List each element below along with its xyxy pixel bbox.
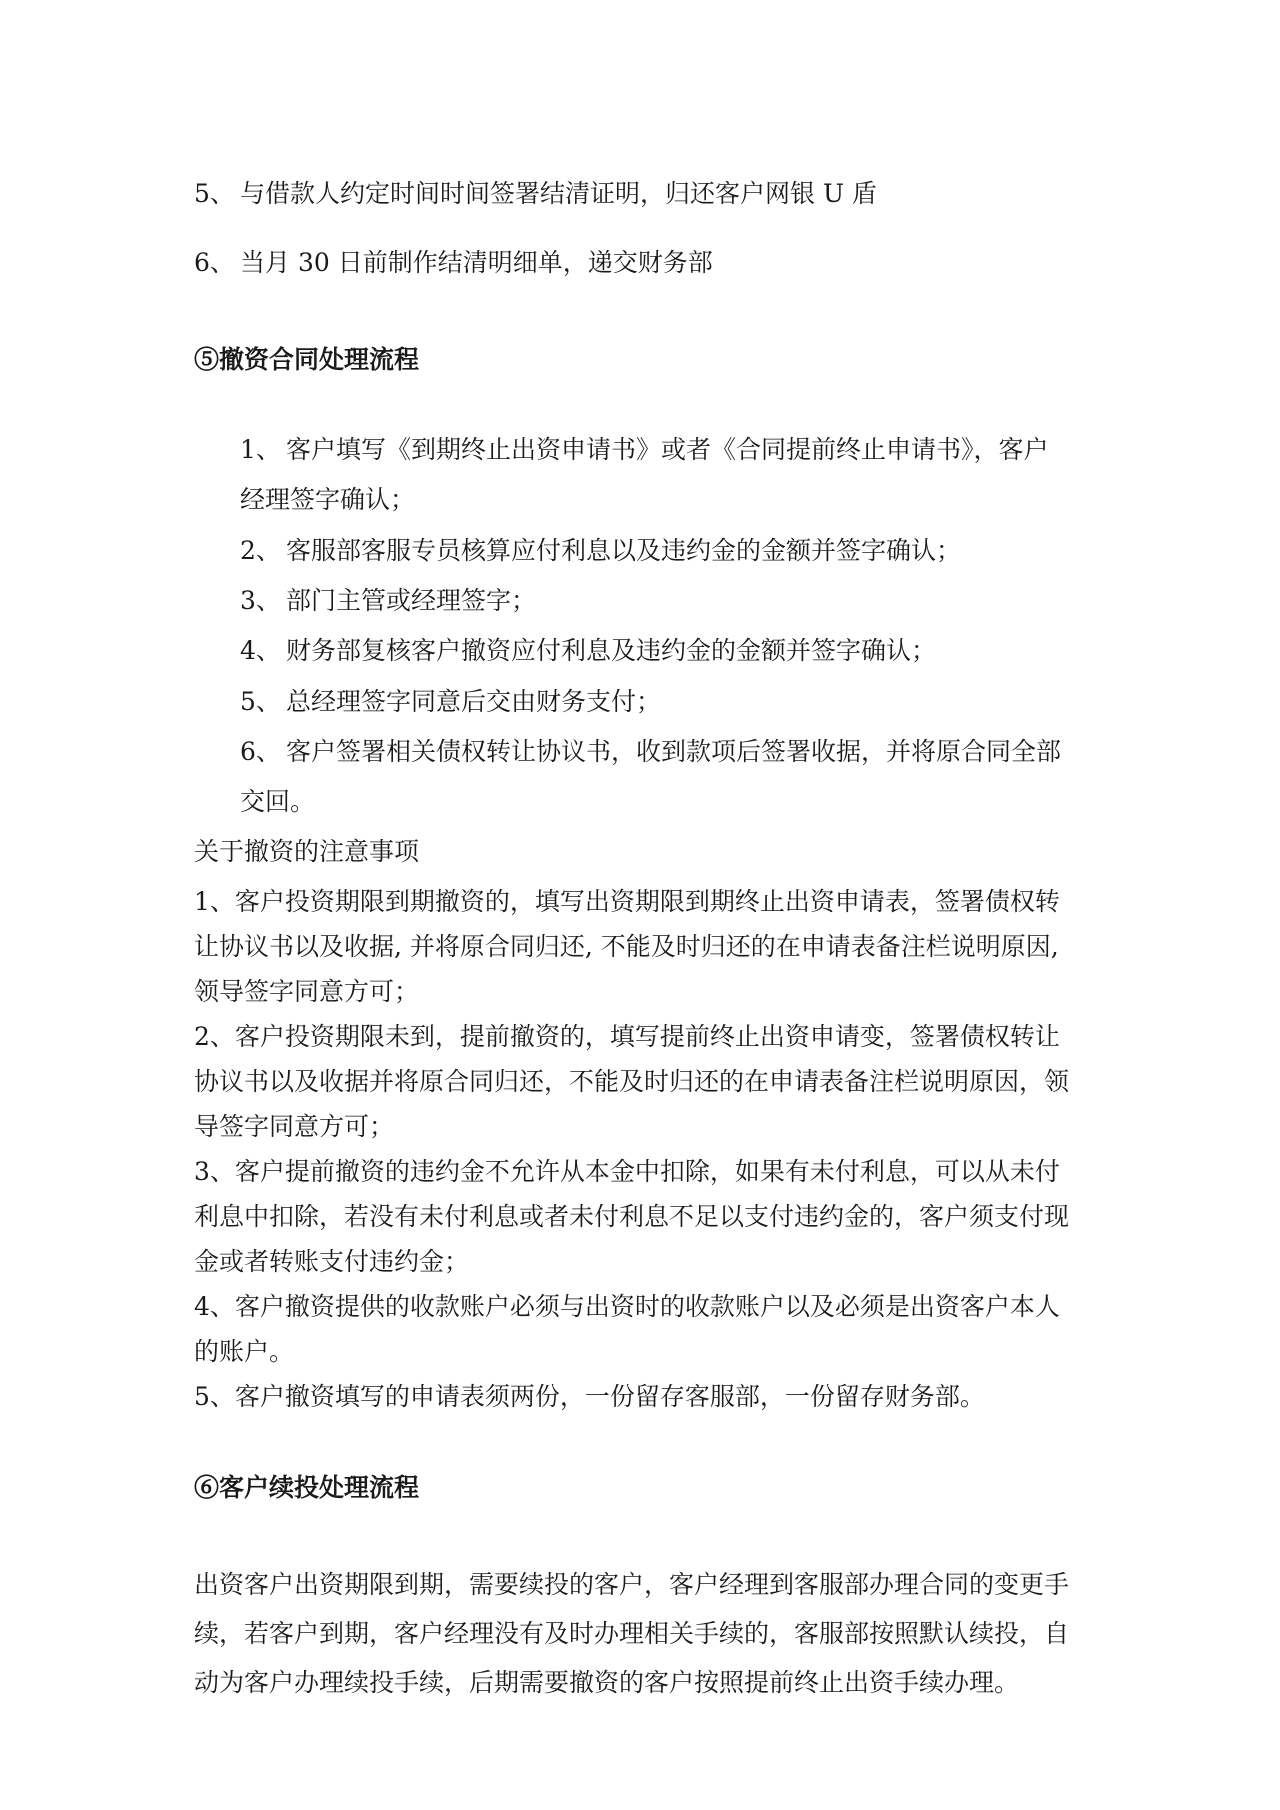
list-item: 5、 与借款人约定时间时间签署结清证明，归还客户网银 U 盾 [194,179,877,208]
paragraph-line: 续，若客户到期，客户经理没有及时办理相关手续的，客服部按照默认续投，自 [194,1619,1070,1648]
step-continuation: 经理签字确认； [240,485,416,514]
note-line: 协议书以及收据并将原合同归还，不能及时归还的在申请表备注栏说明原因，领 [194,1067,1070,1096]
note-line: 领导签字同意方可； [194,977,420,1006]
list-item: 6、 当月 30 日前制作结清明细单，递交财务部 [194,248,713,277]
note-line: 5、客户撤资填写的申请表须两份，一份留存客服部，一份留存财务部。 [194,1382,985,1411]
step-item: 5、 总经理签字同意后交由财务支付； [240,687,662,716]
note-line: 金或者转账支付违约金； [194,1247,470,1276]
step-item: 6、 客户签署相关债权转让协议书，收到款项后签署收据，并将原合同全部 [240,737,1062,766]
notes-title: 关于撤资的注意事项 [194,837,420,866]
note-line: 3、客户提前撤资的违约金不允许从本金中扣除，如果有未付利息，可以从未付 [194,1157,1060,1186]
note-line: 的账户。 [194,1337,295,1366]
step-item: 4、 财务部复核客户撤资应付利息及违约金的金额并签字确认； [240,636,937,665]
step-item: 3、 部门主管或经理签字； [240,586,537,615]
note-line: 1、客户投资期限到期撤资的，填写出资期限到期终止出资申请表，签署债权转 [194,887,1060,916]
paragraph-line: 出资客户出资期限到期，需要续投的客户，客户经理到客服部办理合同的变更手 [194,1570,1070,1599]
note-line: 利息中扣除，若没有未付利息或者未付利息不足以支付违约金的，客户须支付现 [194,1202,1070,1231]
step-item: 2、 客服部客服专员核算应付利息以及违约金的金额并签字确认； [240,536,962,565]
note-line: 2、客户投资期限未到，提前撤资的，填写提前终止出资申请变，签署债权转让 [194,1022,1060,1051]
step-continuation: 交回。 [240,787,316,816]
section-heading: ⑥客户续投处理流程 [194,1473,420,1502]
note-line: 导签字同意方可； [194,1112,395,1141]
note-line: 4、客户撤资提供的收款账户必须与出资时的收款账户以及必须是出资客户本人 [194,1292,1060,1321]
note-line: 让协议书以及收据, 并将原合同归还, 不能及时归还的在申请表备注栏说明原因, [194,932,1059,961]
section-heading: ⑤撤资合同处理流程 [194,345,420,374]
paragraph-line: 动为客户办理续投手续，后期需要撤资的客户按照提前终止出资手续办理。 [194,1668,1020,1697]
step-item: 1、 客户填写《到期终止出资申请书》或者《合同提前终止申请书》，客户 [240,435,1049,464]
